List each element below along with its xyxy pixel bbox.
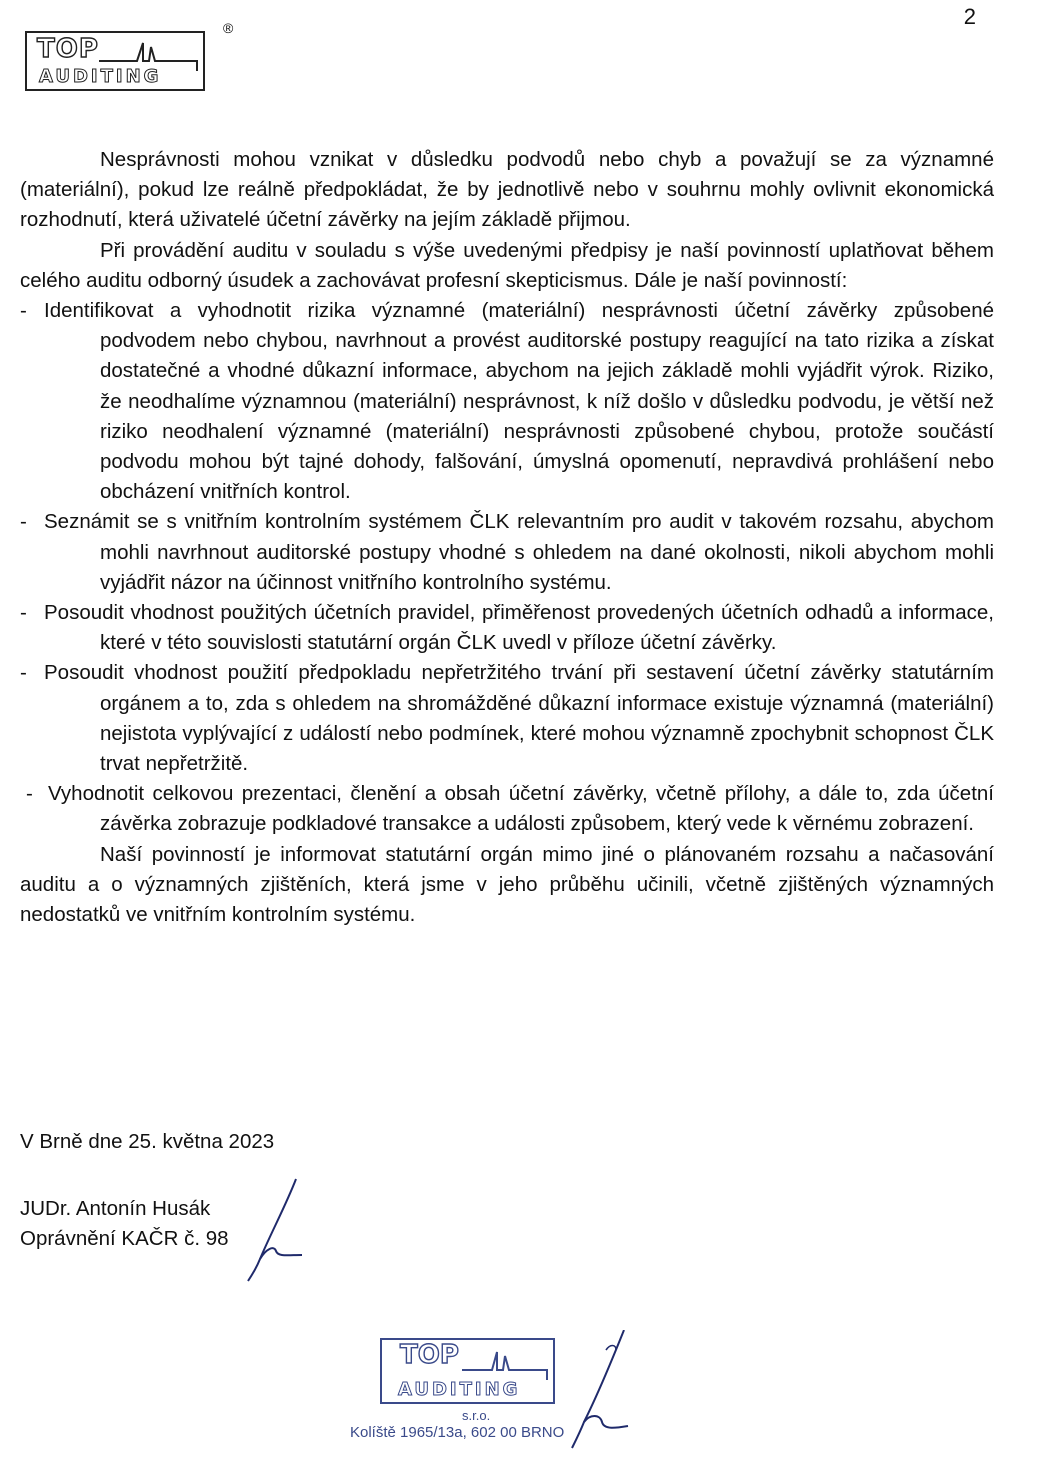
logo-text-top: TOP <box>37 34 99 64</box>
bullet-overall-presentation <box>20 779 994 839</box>
bullet-dash: - <box>20 299 27 323</box>
logo-text-bottom: AUDITING <box>39 66 162 87</box>
stamp-text-bottom: AUDITING <box>398 1379 521 1400</box>
stamp-legal-form: s.r.o. <box>462 1408 491 1423</box>
company-logo <box>25 31 205 91</box>
bullet-accounting-policies <box>20 598 994 658</box>
bullet-identify-risks <box>20 296 994 507</box>
stamp-text-top: TOP <box>400 1340 459 1370</box>
company-stamp <box>350 1330 640 1450</box>
registered-trademark-mark: ® <box>223 20 234 36</box>
document-body <box>20 145 994 930</box>
bullet-dash: - <box>20 601 27 625</box>
bullet-text: Posoudit vhodnost použitých účetních pravidel, přiměřenost provedených účetních odhadů a informace, které v této souvislosti statutární orgán ČLK uvedl v příloze účetní závěrky. <box>44 601 994 655</box>
signer-license: Oprávnění KAČR č. 98 <box>20 1227 229 1250</box>
bullet-dash: - <box>26 782 33 806</box>
bullet-text: Seznámit se s vnitřním kontrolním systémem ČLK relevantním pro audit v takovém rozsahu, abychom mohli navrhnout auditorské postupy vhodné s ohledem na dané okolnosti, nikoli abychom mohli vyjádřit názor na účinnost vnitřního kontrolního systému. <box>44 510 994 594</box>
stamp-signature <box>380 1330 640 1450</box>
paragraph-communication: Naší povinností je informovat statutární orgán mimo jiné o plánovaném rozsahu a načasování auditu a o významných zjištěních, která jsme v jeho průběhu učinili, včetně zjištěných významných nedostatků ve vnitřním kontrolním systému. <box>20 842 994 927</box>
bullet-dash: - <box>20 661 27 685</box>
signer-name: JUDr. Antonín Husák <box>20 1197 211 1220</box>
page-number: 2 <box>963 4 976 29</box>
bullet-text: Vyhodnotit celkovou prezentaci, členění a obsah účetní závěrky, včetně přílohy, a dále to, zda účetní závěrka zobrazuje podkladové transakce a události způsobem, který vede k věrnému zobrazení. <box>48 782 994 836</box>
bullet-dash: - <box>20 510 27 534</box>
date-place-line: V Brně dne 25. května 2023 <box>20 1130 275 1153</box>
handwritten-signature <box>240 1175 320 1285</box>
bullet-text: Posoudit vhodnost použití předpokladu nepřetržitého trvání při sestavení účetní závěrky statutárním orgánem a to, zda s ohledem na shromážděné důkazní informace existuje významná (materiální) nejistota vyplývající z událostí nebo podmínek, které mohou významně zpochybnit schopnost ČLK trvat nepřetržitě. <box>44 661 994 776</box>
stamp-address: Kolíště 1965/13a, 602 00 BRNO <box>350 1424 565 1441</box>
paragraph-misstatements: Nesprávnosti mohou vznikat v důsledku podvodů nebo chyb a považují se za významné (materiální), pokud lze reálně předpokládat, že by jednotlivě nebo v souhrnu mohly ovlivnit ekonomická rozhodnutí, která uživatelé účetní závěrky na jejím základě přijmou. <box>20 148 994 232</box>
bullet-text: Identifikovat a vyhodnotit rizika významné (materiální) nesprávnosti účetní závěrky způsobené podvodem nebo chybou, navrhnout a provést auditorské postupy reagující na tato rizika a získat dostatečné a vhodné důkazní informace, abychom na jejich základě mohli vyjádřit výrok. Riziko, že neodhalíme významnou (materiální) nesprávnost, k níž došlo v důsledku podvodu, je větší než riziko neodhalení významné (materiální) nesprávnosti způsobené chybou, protože součástí podvodu mohou být tajné dohody, falšování, úmyslná opomenutí, nepravdivá prohlášení nebo obcházení vnitřních kontrol. <box>44 299 994 504</box>
paragraph-auditor-duties: Při provádění auditu v souladu s výše uvedenými předpisy je naší povinností uplatňovat během celého auditu odborný úsudek a zachovávat profesní skepticismus. Dále je naší povinností: <box>20 238 994 292</box>
bullet-internal-control <box>20 507 994 598</box>
bullet-going-concern <box>20 658 994 779</box>
signer-block <box>20 1194 229 1254</box>
